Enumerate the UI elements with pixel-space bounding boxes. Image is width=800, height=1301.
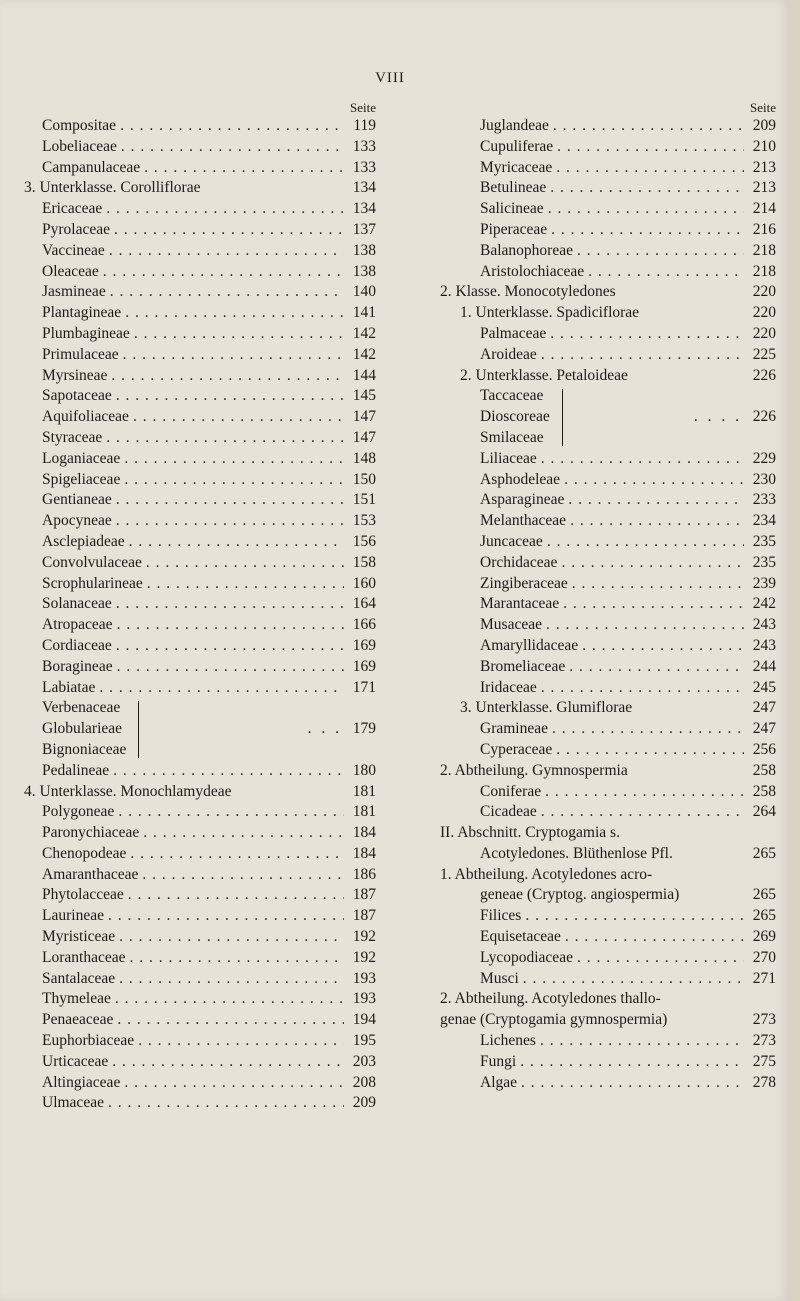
index-entry	[440, 802, 776, 823]
entry-label: Asclepiadeae	[42, 532, 125, 550]
index-entry	[440, 594, 776, 615]
index-entry	[440, 116, 776, 137]
index-entry	[24, 137, 376, 158]
index-entry	[24, 823, 376, 844]
index-entry	[24, 470, 376, 491]
entry-label: Zingiberaceae	[480, 574, 568, 592]
index-entry	[440, 719, 776, 740]
index-entry	[440, 1031, 776, 1052]
index-entry	[440, 470, 776, 491]
index-entry	[24, 490, 376, 511]
index-entry	[24, 636, 376, 657]
entry-label: Solanaceae	[42, 595, 112, 613]
index-entry	[24, 761, 376, 782]
entry-page: 271	[752, 969, 776, 987]
entry-label: Campanulaceae	[42, 158, 141, 176]
entry-label: 2. Abtheilung. Gymnospermia	[440, 761, 628, 779]
index-entry	[440, 636, 776, 657]
entry-page: 184	[352, 844, 376, 862]
index-entry	[24, 844, 376, 865]
index-entry	[440, 906, 776, 927]
entry-label: Aristolochiaceae	[480, 262, 585, 280]
entry-page: 169	[352, 657, 376, 675]
entry-label: Jasmineae	[42, 283, 106, 301]
entry-page: 258	[752, 761, 776, 779]
entry-page: 144	[352, 366, 376, 384]
index-entry	[24, 1010, 376, 1031]
index-entry	[440, 158, 776, 179]
index-entry	[440, 490, 776, 511]
entry-label: Ericaceae	[42, 200, 103, 218]
entry-label: 1. Abtheilung. Acotyledones acro-	[440, 865, 653, 883]
entry-page: 220	[752, 283, 776, 301]
entry-page: 169	[352, 636, 376, 654]
entry-label: Cyperaceae	[480, 740, 553, 758]
entry-page: 181	[352, 782, 376, 800]
entry-label: Santalaceae	[42, 969, 116, 987]
index-entry	[440, 282, 776, 303]
index-entry	[24, 199, 376, 220]
entry-page: 234	[752, 512, 776, 530]
entry-label: Cordiaceae	[42, 636, 112, 654]
entry-page: 141	[352, 304, 376, 322]
entry-label: Polygoneae	[42, 803, 115, 821]
entry-label: Aroideae	[480, 345, 537, 363]
index-entry	[24, 1073, 376, 1094]
entry-page: 134	[352, 200, 376, 218]
entry-page: 218	[752, 262, 776, 280]
index-entry	[24, 553, 376, 574]
entry-label: Altingiaceae	[42, 1073, 121, 1091]
entry-page: 181	[352, 803, 376, 821]
entry-page: 245	[752, 678, 776, 696]
entry-page: 216	[752, 220, 776, 238]
entry-label: Musaceae	[480, 616, 542, 634]
entry-page: 133	[352, 158, 376, 176]
entry-label: Piperaceae	[480, 220, 548, 238]
entry-label: Filices	[480, 907, 522, 925]
group-entry-label: Bignoniaceae	[42, 740, 127, 758]
index-entry	[24, 594, 376, 615]
entry-label: Vaccineae	[42, 241, 105, 259]
index-entry	[440, 657, 776, 678]
entry-label: Orchidaceae	[480, 553, 558, 571]
entry-page: 145	[352, 387, 376, 405]
index-entry	[24, 657, 376, 678]
entry-page: 270	[752, 948, 776, 966]
index-entry	[24, 948, 376, 969]
entry-label: Boragineae	[42, 657, 113, 675]
entry-page: 184	[352, 824, 376, 842]
entry-label: 2. Klasse. Monocotyledones	[440, 283, 616, 301]
entry-label: Palmaceae	[480, 324, 547, 342]
entry-label: Convolvulaceae	[42, 553, 142, 571]
entry-page: 235	[752, 553, 776, 571]
entry-label: Aquifoliaceae	[42, 408, 129, 426]
entry-page: 214	[752, 200, 776, 218]
bracketed-group-right: Taccaceae Dioscoreae Smilaceae . . . . 226	[440, 386, 776, 448]
entry-page: 229	[752, 449, 776, 467]
entry-label: 1. Unterklasse. Spadiciflorae	[460, 304, 640, 322]
entry-label: Pyrolaceae	[42, 220, 110, 238]
entry-page: 273	[752, 1032, 776, 1050]
index-entry	[440, 678, 776, 699]
index-entry	[440, 574, 776, 595]
entry-label: Musci	[480, 969, 519, 987]
index-entry	[440, 1073, 776, 1094]
entry-page: 244	[752, 657, 776, 675]
entry-page: 209	[752, 117, 776, 134]
entry-page: 187	[352, 886, 376, 904]
entry-page: 138	[352, 262, 376, 280]
entry-label: Atropaceae	[42, 616, 113, 634]
entry-label: Juncaceae	[480, 532, 543, 550]
index-entry	[24, 802, 376, 823]
entry-label: Chenopodeae	[42, 844, 127, 862]
entry-page: 208	[352, 1073, 376, 1091]
entry-label: Pedalineae	[42, 761, 110, 779]
entry-page: 203	[352, 1052, 376, 1070]
entry-page: 210	[752, 137, 776, 155]
group-entry-label: Taccaceae	[480, 387, 544, 405]
index-entry	[24, 449, 376, 470]
index-entry	[24, 366, 376, 387]
entry-page: 265	[752, 844, 776, 862]
entry-label: Asphodeleae	[480, 470, 561, 488]
entry-page: 218	[752, 241, 776, 259]
entry-page: 264	[752, 803, 776, 821]
entry-page: 186	[352, 865, 376, 883]
entry-page: 278	[752, 1073, 776, 1091]
index-entry	[440, 262, 776, 283]
index-entry	[440, 241, 776, 262]
index-entry	[24, 865, 376, 886]
entry-page: 160	[352, 574, 376, 592]
entry-page: 187	[352, 907, 376, 925]
entry-label: Euphorbiaceae	[42, 1032, 135, 1050]
entry-page: 194	[352, 1011, 376, 1029]
index-entry	[440, 1010, 776, 1031]
entry-page: 258	[752, 782, 776, 800]
index-entry	[24, 407, 376, 428]
entry-page: 156	[352, 532, 376, 550]
entry-label: Cupuliferae	[480, 137, 554, 155]
entry-label: Balanophoreae	[480, 241, 573, 259]
entry-label: Laurineae	[42, 907, 104, 925]
index-entry	[440, 969, 776, 990]
entry-page: 180	[352, 761, 376, 779]
index-entry	[440, 137, 776, 158]
index-entry	[440, 761, 776, 782]
index-entry	[24, 386, 376, 407]
entry-page: 134	[352, 179, 376, 197]
entry-page: 265	[752, 907, 776, 925]
index-entry	[440, 989, 776, 1010]
index-entry	[440, 782, 776, 803]
entry-label: Sapotaceae	[42, 387, 112, 405]
group-entry-label: Dioscoreae	[480, 408, 550, 426]
index-entry	[24, 615, 376, 636]
index-entry	[24, 532, 376, 553]
index-entry	[440, 740, 776, 761]
entry-page: 153	[352, 512, 376, 530]
index-entry	[440, 844, 776, 865]
index-entry	[24, 927, 376, 948]
index-entry	[24, 158, 376, 179]
entry-label: Labiatae	[42, 678, 96, 696]
entry-page: 166	[352, 616, 376, 634]
index-entry	[24, 511, 376, 532]
group-page: 226	[752, 408, 776, 426]
group-entry-label: Verbenaceae	[42, 699, 121, 717]
entry-page: 213	[752, 179, 776, 197]
entry-label: 2. Unterklasse. Petaloideae	[460, 366, 628, 384]
entry-page: 171	[352, 678, 376, 696]
entry-label: genae (Cryptogamia gymnospermia)	[440, 1011, 668, 1029]
index-entry	[24, 906, 376, 927]
entry-page: 242	[752, 595, 776, 613]
entry-label: Equisetaceae	[480, 928, 561, 946]
entry-label: Paronychiaceae	[42, 824, 140, 842]
entry-label: Lycopodiaceae	[480, 948, 573, 966]
group-page: 179	[352, 720, 376, 738]
entry-page: 147	[352, 408, 376, 426]
index-entry	[440, 220, 776, 241]
entry-page: 137	[352, 220, 376, 238]
entry-label: Amaranthaceae	[42, 865, 139, 883]
entry-page: 192	[352, 948, 376, 966]
entry-page: 243	[752, 636, 776, 654]
entry-label: Oleaceae	[42, 262, 99, 280]
entry-page: 269	[752, 928, 776, 946]
entry-label: Melanthaceae	[480, 512, 567, 530]
entry-label: Loganiaceae	[42, 449, 121, 467]
entry-page: 220	[752, 304, 776, 322]
bracketed-group-left: Verbenaceae Globularieae Bignoniaceae . . . 179	[24, 698, 376, 760]
entry-label: Asparagineae	[480, 491, 565, 509]
index-entry	[440, 948, 776, 969]
entry-label: Ulmaceae	[42, 1094, 104, 1112]
entry-page: 226	[752, 366, 776, 384]
entry-label: Coniferae	[480, 782, 542, 800]
index-entry	[24, 220, 376, 241]
entry-label: Phytolacceae	[42, 886, 124, 904]
index-entry	[440, 511, 776, 532]
index-entry	[24, 116, 376, 137]
index-entry	[24, 885, 376, 906]
entry-page: 150	[352, 470, 376, 488]
entry-label: Juglandeae	[480, 117, 549, 134]
entry-page: 265	[752, 886, 776, 904]
page-number: VIII	[375, 70, 405, 86]
entry-page: 256	[752, 740, 776, 758]
entry-label: 4. Unterklasse. Monochlamydeae	[24, 782, 232, 800]
index-entry	[24, 303, 376, 324]
entry-label: Styraceae	[42, 428, 103, 446]
entry-label: Iridaceae	[480, 678, 537, 696]
index-entry	[24, 324, 376, 345]
entry-page: 220	[752, 324, 776, 342]
entry-label: 2. Abtheilung. Acotyledones thallo-	[440, 990, 661, 1008]
index-entry	[440, 199, 776, 220]
index-entry	[24, 782, 376, 803]
entry-label: Acotyledones. Blüthenlose Pfl.	[480, 844, 673, 862]
entry-page: 193	[352, 990, 376, 1008]
entry-page: 225	[752, 345, 776, 363]
index-entry	[440, 823, 776, 844]
index-entry	[24, 574, 376, 595]
index-entry	[24, 241, 376, 262]
entry-page: 273	[752, 1011, 776, 1029]
entry-page: 213	[752, 158, 776, 176]
brace	[554, 389, 563, 445]
entry-page: 239	[752, 574, 776, 592]
index-entry	[24, 969, 376, 990]
entry-page: 133	[352, 137, 376, 155]
entry-label: Cicadeae	[480, 803, 537, 821]
entry-label: Thymeleae	[42, 990, 111, 1008]
entry-label: Salicineae	[480, 200, 544, 218]
entry-page: 230	[752, 470, 776, 488]
entry-label: Loranthaceae	[42, 948, 126, 966]
entry-label: Lichenes	[480, 1032, 536, 1050]
entry-label: Myricaceae	[480, 158, 553, 176]
entry-page: 247	[752, 699, 776, 717]
entry-label: Algae	[480, 1073, 518, 1091]
entry-page: 158	[352, 553, 376, 571]
entry-label: Marantaceae	[480, 595, 560, 613]
index-entry	[24, 428, 376, 449]
entry-label: Myrsineae	[42, 366, 108, 384]
entry-label: Urticaceae	[42, 1052, 109, 1070]
entry-label: Betulineae	[480, 179, 547, 197]
index-entry	[440, 324, 776, 345]
entry-label: Lobeliaceae	[42, 137, 117, 155]
entry-label: Plumbagineae	[42, 324, 130, 342]
index-entry	[24, 678, 376, 699]
index-entry	[24, 1031, 376, 1052]
entry-label: Spigeliaceae	[42, 470, 121, 488]
entry-label: II. Abschnitt. Cryptogamia s.	[440, 824, 620, 842]
entry-page: 192	[352, 928, 376, 946]
entry-label: Scrophularineae	[42, 574, 143, 592]
left-index-column	[24, 100, 376, 1114]
entry-page: 247	[752, 720, 776, 738]
index-entry	[440, 698, 776, 719]
right-index-column	[440, 100, 776, 1093]
entry-label: Liliaceae	[480, 449, 537, 467]
index-entry	[24, 178, 376, 199]
entry-page: 142	[352, 345, 376, 363]
index-entry	[440, 865, 776, 886]
entry-label: Gramineae	[480, 720, 548, 738]
index-entry	[440, 532, 776, 553]
entry-label: 3. Unterklasse. Glumiflorae	[460, 699, 633, 717]
entry-label: Amaryllidaceae	[480, 636, 579, 654]
entry-page: 233	[752, 491, 776, 509]
index-entry	[440, 615, 776, 636]
index-entry	[24, 282, 376, 303]
entry-label: Fungi	[480, 1052, 517, 1070]
entry-label: Primulaceae	[42, 345, 119, 363]
entry-label: Compositae	[42, 117, 117, 134]
entry-page: 193	[352, 969, 376, 987]
index-entry	[440, 178, 776, 199]
index-entry	[440, 1052, 776, 1073]
entry-label: Apocyneae	[42, 512, 112, 530]
entry-page: 275	[752, 1052, 776, 1070]
entry-label: Bromeliaceae	[480, 657, 566, 675]
entry-page: 148	[352, 449, 376, 467]
index-entry	[24, 345, 376, 366]
index-entry	[440, 449, 776, 470]
seite-header-left: Seite	[350, 100, 376, 115]
index-entry	[24, 1052, 376, 1073]
entry-label: Gentianeae	[42, 491, 112, 509]
entry-page: 147	[352, 428, 376, 446]
entry-page: 243	[752, 616, 776, 634]
index-entry	[440, 345, 776, 366]
entry-page: 142	[352, 324, 376, 342]
index-entry	[440, 303, 776, 324]
index-entry	[440, 885, 776, 906]
entry-page: 164	[352, 595, 376, 613]
entry-page: 138	[352, 241, 376, 259]
index-entry	[24, 989, 376, 1010]
entry-page: 195	[352, 1032, 376, 1050]
entry-page: 119	[353, 117, 376, 134]
entry-label: 3. Unterklasse. Corolliflorae	[24, 179, 201, 197]
entry-page: 235	[752, 532, 776, 550]
entry-page: 140	[352, 283, 376, 301]
index-entry	[440, 927, 776, 948]
entry-label: Penaeaceae	[42, 1011, 114, 1029]
index-entry	[24, 262, 376, 283]
group-entry-label: Globularieae	[42, 720, 123, 738]
brace	[130, 701, 139, 757]
entry-page: 151	[352, 491, 376, 509]
entry-label: geneae (Cryptog. angiospermia)	[480, 886, 680, 904]
index-entry	[24, 1093, 376, 1114]
index-entry	[440, 366, 776, 387]
entry-label: Myristiceae	[42, 928, 116, 946]
entry-page: 209	[352, 1094, 376, 1112]
group-entry-label: Smilaceae	[480, 428, 544, 446]
entry-label: Plantagineae	[42, 304, 122, 322]
seite-header-right: Seite	[750, 100, 776, 115]
index-entry	[440, 553, 776, 574]
